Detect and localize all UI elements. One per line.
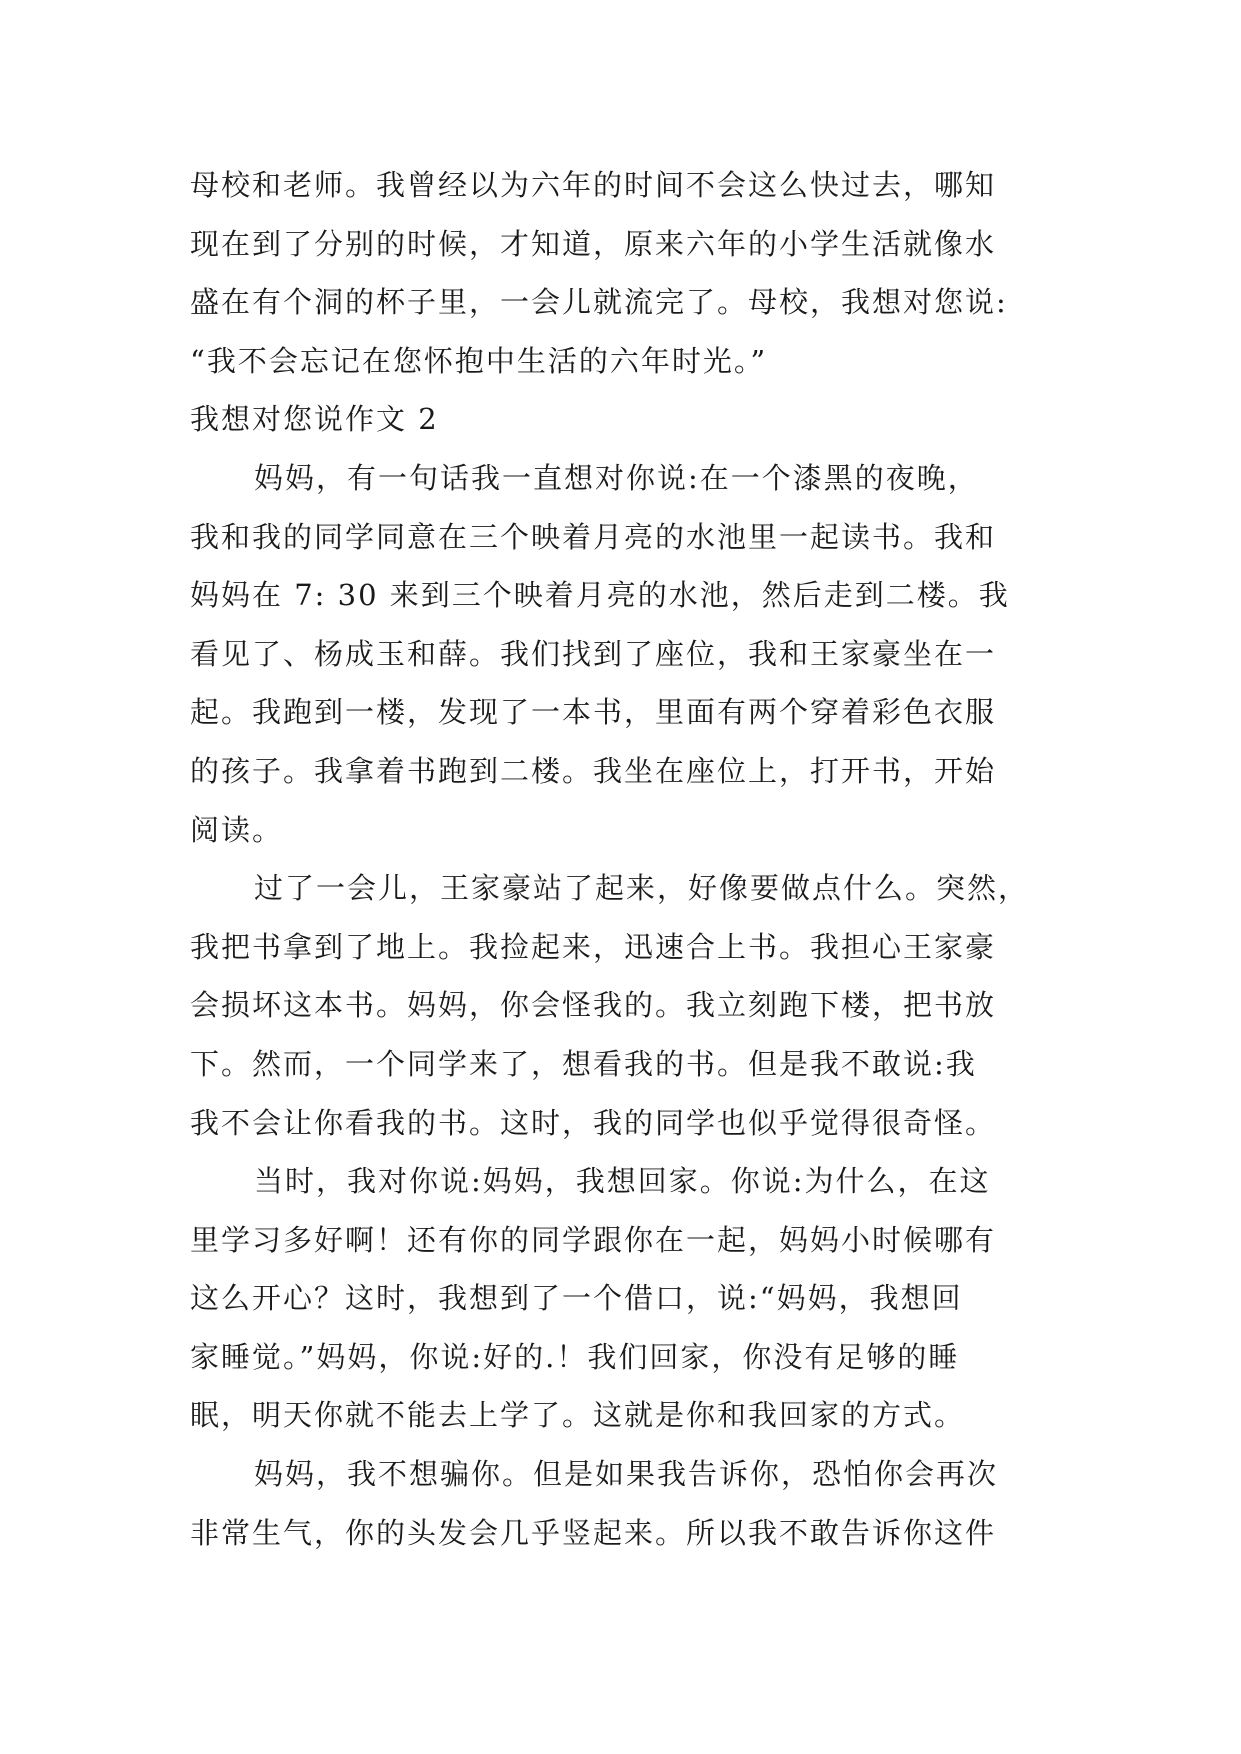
text-line: 我不会让你看我的书。这时，我的同学也似乎觉得很奇怪。 [190, 1105, 997, 1140]
text-line: 我把书拿到了地上。我捡起来，迅速合上书。我担心王家豪 [190, 929, 997, 964]
text-line: 我和我的同学同意在三个映着月亮的水池里一起读书。我和 [190, 519, 997, 554]
text-line: 会损坏这本书。妈妈，你会怪我的。我立刻跑下楼，把书放 [190, 988, 997, 1023]
text-line: 妈妈在 7: 30 来到三个映着月亮的水池，然后走到二楼。我 [190, 578, 1010, 613]
text-line: 下。然而，一个同学来了，想看我的书。但是我不敢说:我 [190, 1046, 977, 1081]
text-line: 看见了、杨成玉和薛。我们找到了座位，我和王家豪坐在一 [190, 636, 997, 671]
text-line: 非常生气，你的头发会几乎竖起来。所以我不敢告诉你这件 [190, 1515, 997, 1550]
text-line: 阅读。 [190, 812, 284, 847]
text-line: 家睡觉。”妈妈，你说:好的.！我们回家，你没有足够的睡 [190, 1339, 960, 1374]
text-line: 的孩子。我拿着书跑到二楼。我坐在座位上，打开书，开始 [190, 753, 997, 788]
text-line: 里学习多好啊！还有你的同学跟你在一起，妈妈小时候哪有 [190, 1222, 997, 1257]
text-line: 起。我跑到一楼，发现了一本书，里面有两个穿着彩色衣服 [190, 695, 997, 730]
paragraph-first-line: 当时，我对你说:妈妈，我想回家。你说:为什么，在这 [254, 1164, 991, 1199]
text-line: “我不会忘记在您怀抱中生活的六年时光。” [190, 343, 768, 378]
paragraph-first-line: 妈妈，有一句话我一直想对你说:在一个漆黑的夜晚， [254, 460, 979, 495]
section-heading: 我想对您说作文 2 [190, 402, 439, 437]
text-line: 现在到了分别的时候，才知道，原来六年的小学生活就像水 [190, 226, 997, 261]
text-line: 眠，明天你就不能去上学了。这就是你和我回家的方式。 [190, 1398, 966, 1433]
text-line: 母校和老师。我曾经以为六年的时间不会这么快过去，哪知 [190, 168, 997, 202]
paragraph-first-line: 妈妈，我不想骗你。但是如果我告诉你，恐怕你会再次 [254, 1457, 999, 1492]
text-line: 这么开心？这时，我想到了一个借口，说:“妈妈，我想回 [190, 1281, 963, 1316]
text-line: 盛在有个洞的杯子里，一会儿就流完了。母校，我想对您说: [190, 285, 1008, 320]
paragraph-first-line: 过了一会儿，王家豪站了起来，好像要做点什么。突然， [254, 871, 1030, 906]
essay-body [190, 156, 1100, 1562]
